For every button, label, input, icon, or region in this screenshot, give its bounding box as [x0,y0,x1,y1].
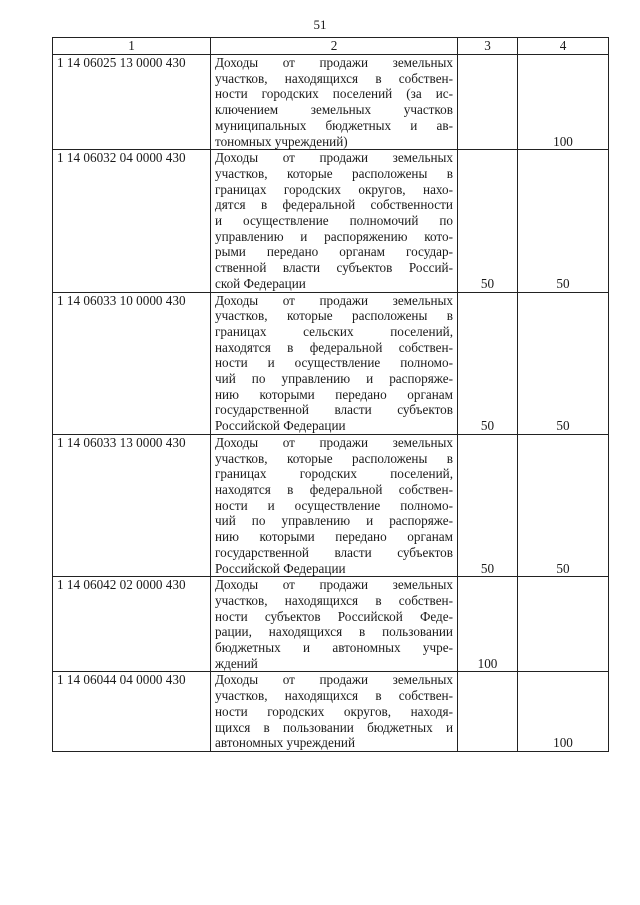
description-line: Российской Федерации [215,560,346,576]
column-header: 2 [211,38,458,55]
description-line: нию которыми передано органам [215,386,453,402]
description-line: ности городских округов, находя- [215,703,453,719]
description-line: дятся в федеральной собственности [215,197,453,213]
description-line: участков, находящихся в собствен- [215,688,453,704]
description-line: чий по управлению и распоряже- [215,371,453,387]
description-line: ской Федерации [215,275,306,291]
description-line: и осуществление полномочий по [215,213,453,229]
table-row [53,577,609,672]
amount-col3 [458,55,518,150]
description-line: рации, находящихся в пользовании [215,624,453,640]
revenue-description [211,672,458,752]
amount-col3: 50 [458,292,518,434]
revenue-code: 1 14 06032 04 0000 430 [53,150,211,292]
description-line: находятся в федеральной собствен- [215,339,453,355]
column-header: 3 [458,38,518,55]
revenue-code: 1 14 06044 04 0000 430 [53,672,211,752]
description-line: ности и осуществление полномо- [215,497,453,513]
description-line: границах сельских поселений, [215,323,453,339]
description-line: участков, находящихся в собствен- [215,592,453,608]
revenue-code: 1 14 06042 02 0000 430 [53,577,211,672]
description-line: государственной власти субъектов [215,402,453,418]
description-line: государственной власти субъектов [215,544,453,560]
revenue-description [211,577,458,672]
column-header: 4 [518,38,609,55]
description-line: участков, которые расположены в [215,165,453,181]
description-line: ждений [215,655,258,671]
description-line: находятся в федеральной собствен- [215,481,453,497]
description-line: нию которыми передано органам [215,529,453,545]
revenue-table [52,37,609,752]
amount-col3: 50 [458,434,518,576]
amount-col4 [518,577,609,672]
table-row [53,150,609,292]
revenue-code: 1 14 06033 10 0000 430 [53,292,211,434]
description-line: участков, которые расположены в [215,450,453,466]
description-line: Доходы от продажи земельных [215,577,453,593]
amount-col4: 50 [518,434,609,576]
revenue-description [211,150,458,292]
description-line: ности и осуществление полномо- [215,355,453,371]
description-line: муниципальных бюджетных и ав- [215,117,453,133]
revenue-description [211,55,458,150]
amount-col3 [458,672,518,752]
description-line: границах городских поселений, [215,466,453,482]
description-line: рыми передано органам государ- [215,244,453,260]
column-header: 1 [53,38,211,55]
description-line: Российской Федерации [215,418,346,434]
description-line: чий по управлению и распоряже- [215,513,453,529]
description-line: границах городских округов, нахо- [215,181,453,197]
table-row [53,292,609,434]
table-row [53,434,609,576]
amount-col4: 100 [518,55,609,150]
revenue-description [211,292,458,434]
table-header-row [53,38,609,55]
description-line: бюджетных и автономных учре- [215,640,453,656]
revenue-code: 1 14 06025 13 0000 430 [53,55,211,150]
description-line: Доходы от продажи земельных [215,434,453,450]
table-row [53,55,609,150]
amount-col3: 100 [458,577,518,672]
revenue-code: 1 14 06033 13 0000 430 [53,434,211,576]
description-line: ности городских поселений (за ис- [215,86,453,102]
description-line: Доходы от продажи земельных [215,292,453,308]
description-line: ключением земельных участков [215,102,453,118]
description-line: управлению и распоряжению кото- [215,228,453,244]
amount-col3: 50 [458,150,518,292]
description-line: автономных учреждений [215,735,356,751]
description-line: участков, которые расположены в [215,308,453,324]
description-line: Доходы от продажи земельных [215,150,453,166]
description-line: участков, находящихся в собствен- [215,70,453,86]
description-line: Доходы от продажи земельных [215,55,453,70]
amount-col4: 100 [518,672,609,752]
description-line: щихся в пользовании бюджетных и [215,719,453,735]
description-line: ственной власти субъектов Россий- [215,260,453,276]
description-line: Доходы от продажи земельных [215,672,453,688]
description-line: ности субъектов Российской Феде- [215,608,453,624]
description-line: тономных учреждений) [215,133,348,149]
amount-col4: 50 [518,150,609,292]
revenue-description [211,434,458,576]
page-number: 51 [313,17,327,32]
amount-col4: 50 [518,292,609,434]
table-row [53,672,609,752]
